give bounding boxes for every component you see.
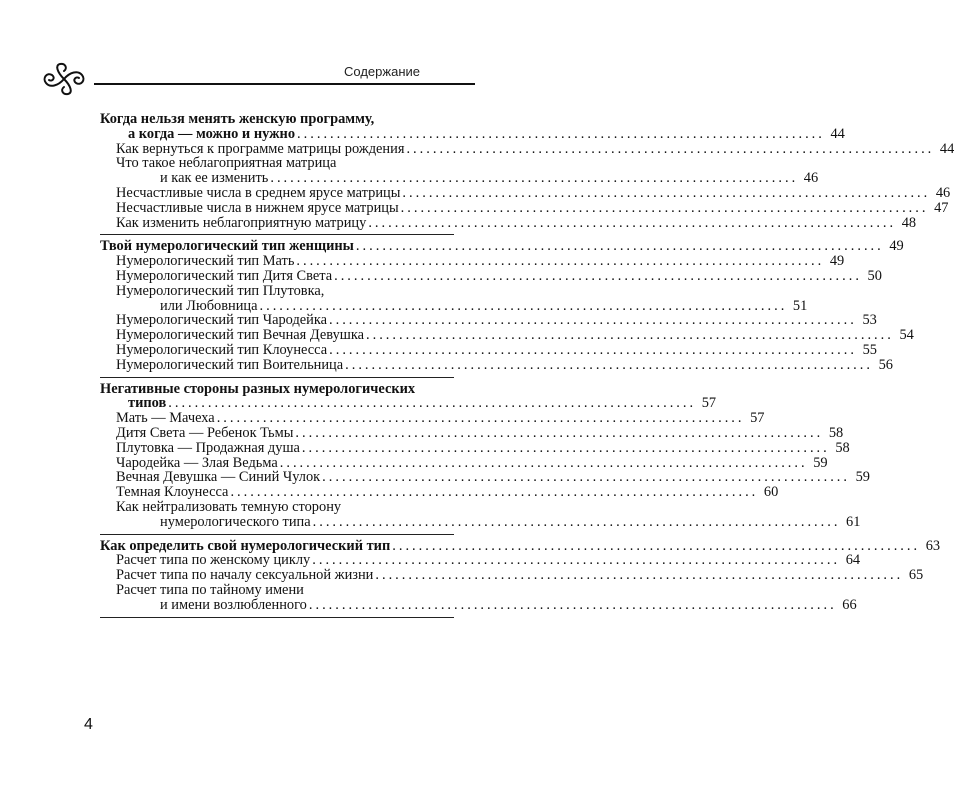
toc-entry bbox=[100, 424, 844, 441]
toc-entry bbox=[100, 439, 850, 456]
toc-entry-title: Нумерологический тип Воительница bbox=[116, 356, 344, 373]
toc-section bbox=[100, 537, 941, 618]
toc-page-number: 59 bbox=[855, 469, 870, 486]
toc-page-number: 49 bbox=[829, 253, 845, 270]
toc-entry bbox=[100, 356, 893, 373]
toc-entry-title: Расчет типа по началу сексуальной жизни bbox=[116, 567, 374, 584]
dot-leader: ................................................................................ bbox=[230, 484, 759, 501]
dot-leader: ................................................................................ bbox=[312, 513, 841, 530]
toc-entry-title: Нумерологический тип Плутовка, bbox=[116, 282, 325, 299]
toc-entry-title: Нумерологический тип Мать bbox=[116, 253, 295, 270]
toc-entry-title: Нумерологический тип Чародейка bbox=[116, 312, 328, 329]
toc-page-number: 53 bbox=[862, 312, 877, 329]
toc-entry bbox=[100, 140, 954, 157]
dot-leader: ................................................................................ bbox=[402, 184, 931, 201]
toc-entry bbox=[100, 327, 914, 344]
table-of-contents bbox=[100, 111, 954, 622]
toc-entry bbox=[100, 469, 870, 486]
toc-page-number: 58 bbox=[828, 424, 844, 441]
toc-entry bbox=[100, 312, 877, 329]
toc-entry-title: Когда нельзя менять женскую программу, bbox=[100, 111, 375, 127]
toc-entry bbox=[100, 596, 857, 613]
toc-entry bbox=[100, 513, 861, 530]
dot-leader: ................................................................................ bbox=[297, 125, 825, 142]
toc-entry bbox=[100, 552, 861, 569]
toc-entry-title: Негативные стороны разных нумерологических bbox=[100, 380, 416, 397]
toc-entry-title: Расчет типа по тайному имени bbox=[116, 581, 304, 598]
toc-entry-title: Мать — Мачеха bbox=[116, 410, 215, 427]
running-title: Содержание bbox=[344, 64, 420, 79]
toc-entry bbox=[100, 500, 454, 515]
toc-page-number: 59 bbox=[813, 454, 828, 471]
dot-leader: ................................................................................ bbox=[216, 410, 745, 427]
toc-page-number: 54 bbox=[899, 327, 914, 344]
toc-page-number: 65 bbox=[908, 567, 924, 584]
toc-entry bbox=[100, 284, 454, 299]
toc-entry-title: типов bbox=[128, 395, 167, 412]
toc-entry bbox=[100, 214, 917, 231]
toc-section-heading bbox=[100, 125, 845, 142]
toc-page-number: 46 bbox=[803, 170, 819, 187]
dot-leader: ................................................................................ bbox=[296, 253, 825, 270]
toc-entry-title: Как вернуться к программе матрицы рождения bbox=[116, 140, 405, 157]
toc-section bbox=[100, 111, 954, 235]
toc-entry-title: Нумерологический тип Дитя Света bbox=[116, 267, 333, 284]
toc-entry bbox=[100, 583, 454, 598]
toc-page-number: 64 bbox=[845, 552, 861, 569]
toc-entry bbox=[100, 253, 845, 270]
toc-page-number: 57 bbox=[750, 410, 765, 427]
header-rule bbox=[94, 83, 475, 85]
toc-entry-title: Как изменить неблагоприятную матрицу bbox=[116, 214, 367, 231]
toc-entry-title: а когда — можно и нужно bbox=[128, 125, 296, 142]
toc-section bbox=[100, 380, 870, 535]
dot-leader: ................................................................................ bbox=[168, 395, 697, 412]
dot-leader: ................................................................................ bbox=[345, 356, 873, 373]
toc-entry-title: Темная Клоунесса bbox=[116, 484, 229, 501]
toc-entry-title: или Любовница bbox=[160, 297, 258, 314]
toc-entry bbox=[100, 567, 924, 584]
toc-entry-title: Твой нумерологический тип женщины bbox=[100, 238, 354, 255]
toc-page-number: 61 bbox=[846, 513, 861, 530]
toc-entry-title: Нумерологический тип Вечная Девушка bbox=[116, 327, 365, 344]
toc-entry bbox=[100, 410, 765, 427]
toc-entry bbox=[100, 341, 877, 358]
toc-entry bbox=[100, 184, 951, 201]
toc-entry bbox=[100, 297, 808, 314]
toc-entry bbox=[100, 484, 779, 501]
toc-entry-title: Несчастливые числа в среднем ярусе матрицы bbox=[116, 184, 401, 201]
dot-leader: ................................................................................ bbox=[322, 469, 850, 486]
toc-entry-title: Чародейка — Злая Ведьма bbox=[116, 454, 278, 471]
toc-page-number: 58 bbox=[835, 439, 850, 456]
dot-leader: ................................................................................ bbox=[279, 454, 808, 471]
toc-entry-title: Как определить свой нумерологический тип bbox=[100, 537, 391, 554]
toc-entry bbox=[100, 199, 949, 216]
toc-entry-title: Расчет типа по женскому циклу bbox=[116, 552, 311, 569]
toc-page-number: 44 bbox=[939, 140, 954, 157]
toc-section-heading bbox=[100, 537, 941, 554]
toc-entry bbox=[100, 170, 819, 187]
toc-page-number: 51 bbox=[792, 297, 808, 314]
dot-leader: ................................................................................ bbox=[375, 567, 904, 584]
toc-page-number: 49 bbox=[889, 238, 904, 255]
dot-leader: ................................................................................ bbox=[295, 424, 824, 441]
toc-entry-title: нумерологического типа bbox=[160, 513, 311, 530]
toc-entry-title: Как нейтрализовать темную сторону bbox=[116, 498, 342, 515]
toc-section-heading bbox=[100, 112, 454, 127]
dot-leader: ................................................................................ bbox=[368, 214, 897, 231]
toc-entry-title: Несчастливые числа в нижнем ярусе матрицы bbox=[116, 199, 399, 216]
dot-leader: ................................................................................ bbox=[400, 199, 929, 216]
toc-section-heading bbox=[100, 382, 454, 397]
toc-entry-title: Дитя Света — Ребенок Тьмы bbox=[116, 424, 294, 441]
toc-entry-title: и имени возлюбленного bbox=[160, 596, 307, 613]
dot-leader: ................................................................................ bbox=[312, 552, 841, 569]
dot-leader: ................................................................................ bbox=[270, 170, 799, 187]
dot-leader: ................................................................................ bbox=[355, 238, 884, 255]
toc-entry-title: и как ее изменить bbox=[160, 170, 269, 187]
dot-leader: ................................................................................ bbox=[366, 327, 894, 344]
dot-leader: ................................................................................ bbox=[329, 341, 857, 358]
page-number: 4 bbox=[84, 716, 93, 733]
toc-entry-title: Нумерологический тип Клоунесса bbox=[116, 341, 328, 358]
toc-page-number: 47 bbox=[934, 199, 949, 216]
toc-page-number: 46 bbox=[935, 184, 951, 201]
toc-page-number: 50 bbox=[867, 267, 882, 284]
dot-leader: ................................................................................ bbox=[392, 537, 921, 554]
toc-section bbox=[100, 238, 914, 377]
dot-leader: ................................................................................ bbox=[334, 267, 862, 284]
toc-page-number: 55 bbox=[862, 341, 877, 358]
dot-leader: ................................................................................ bbox=[406, 140, 935, 157]
toc-page-number: 66 bbox=[842, 596, 857, 613]
dot-leader: ................................................................................ bbox=[259, 297, 788, 314]
toc-entry bbox=[100, 156, 454, 171]
toc-section-heading bbox=[100, 395, 717, 412]
toc-page-number: 56 bbox=[878, 356, 893, 373]
toc-page-number: 44 bbox=[830, 125, 845, 142]
toc-entry bbox=[100, 267, 882, 284]
dot-leader: ................................................................................ bbox=[329, 312, 857, 329]
toc-entry bbox=[100, 454, 828, 471]
toc-page-number: 63 bbox=[925, 537, 941, 554]
toc-page-number: 60 bbox=[763, 484, 779, 501]
toc-entry-title: Вечная Девушка — Синий Чулок bbox=[116, 469, 321, 486]
toc-page-number: 48 bbox=[901, 214, 917, 231]
toc-entry-title: Что такое неблагоприятная матрица bbox=[116, 155, 337, 172]
dot-leader: ................................................................................ bbox=[301, 439, 830, 456]
dot-leader: ................................................................................ bbox=[308, 596, 837, 613]
toc-section-heading bbox=[100, 238, 904, 255]
toc-entry-title: Плутовка — Продажная душа bbox=[116, 439, 300, 456]
toc-page-number: 57 bbox=[701, 395, 717, 412]
